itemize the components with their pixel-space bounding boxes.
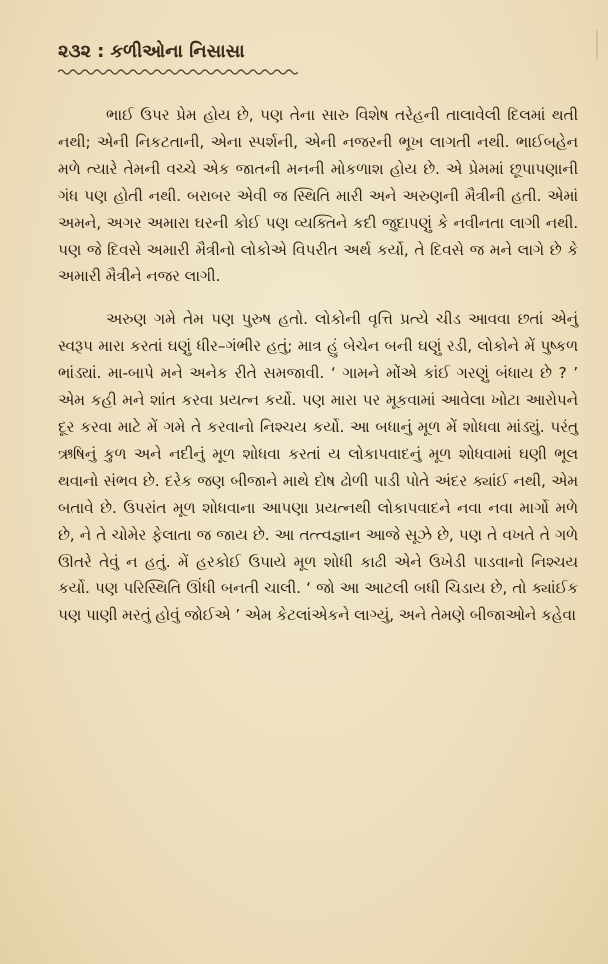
paragraph-text: ભાઈ ઉપર પ્રેમ હોય છે, પણ તેના સારુ વિશેષ તરેહની તાલાવેલી દિલમાં થતી નથી; એની નિકટતાની, એના સ્પર્શની, એની નજરની ભૂખ લાગતી નથી. ભાઈબહેન મળે ત્યારે તેમની વચ્ચે એક જાતની મનની મોકળાશ હોય છે. એ પ્રેમમાં છૂપાપણાની ગંધ પણ હોતી નથી. બરાબર એવી જ સ્થિતિ મારી અને અરુણની મૈત્રીની હતી. એમાં અમને, અગર અમારા ઘરની કોઈ પણ વ્યક્તિને કદી જુદાપણું કે નવીનતા લાગી નથી. પણ જે દિવસે અમારી મૈત્રીનો લોકોએ વિપરીત અર્થ કર્યો, તે દિવસે જ મને લાગે છે કે અમારી મૈત્રીને નજર લાગી. — [58, 106, 578, 286]
header-separator: : — [97, 41, 105, 62]
page-header — [58, 40, 318, 80]
running-title: કળીઓના નિસાસા — [110, 41, 245, 62]
paragraph-text: અરુણ ગમે તેમ પણ પુરુષ હતો. લોકોની વૃત્તિ પ્રત્યે ચીડ આવવા છતાં એનું સ્વરૂપ મારા કરતાં ઘણું ધીર–ગંભીર હતું; માત્ર હું બેચેન બની ઘણું રડી, લોકોને મેં પુષ્કળ ભાંડ્યાં. મા-બાપે મને અનેક રીતે સમજાવી. ‘ ગામને મોંએ કાંઈ ગરણું બંધાય છે ? ’ એમ કહી મને શાંત કરવા પ્રયત્ન કર્યો. પણ મારા પર મૂકવામાં આવેલા ખોટા આરોપને દૂર કરવા માટે મેં ગમે તે કરવાનો નિશ્ચય કર્યો. આ બધાનું મૂળ મેં શોધવા માંડ્યું. પરંતુ ઋષિનું કુળ અને નદીનું મૂળ શોધવા કરતાં ય લોકાપવાદનું મૂળ શોધવામાં ઘણી ભૂલ થવાનો સંભવ છે. દરેક જણ બીજાને માથે દોષ ઢોળી પાડી પોતે અંદર ક્યાંઈ નથી, એમ બતાવે છે. ઉપરાંત મૂળ શોધવાના આપણા પ્રયત્નથી લોકાપવાદને નવા નવા માર્ગો મળે છે, ને તે ચોમેર ફેલાતા જ જાય છે. આ તત્ત્વજ્ઞાન આજે સૂઝે છે, પણ તે વખતે તે ગળે ઊતરે તેવું ન હતું. મેં હરકોઈ ઉપાયે મૂળ શોધી કાઢી એને ઉખેડી પાડવાનો નિશ્ચય કર્યો. પણ પરિસ્થિતિ ઊંધી બનતી ચાલી. ‘ જો આ આટલી બધી ચિડાય છે, તો ક્યાંઈક પણ પાણી મરતું હોવું જોઈએ ’ એમ કેટલાંએકને લાગ્યું, અને તેમણે બીજાઓને કહેવા — [58, 310, 578, 625]
page-edge-mark — [596, 30, 598, 60]
paragraph — [58, 102, 578, 290]
page-number: ૨૩૨ — [58, 41, 92, 62]
wavy-underline — [58, 68, 298, 76]
paragraph — [58, 306, 578, 629]
body-text — [58, 102, 578, 629]
